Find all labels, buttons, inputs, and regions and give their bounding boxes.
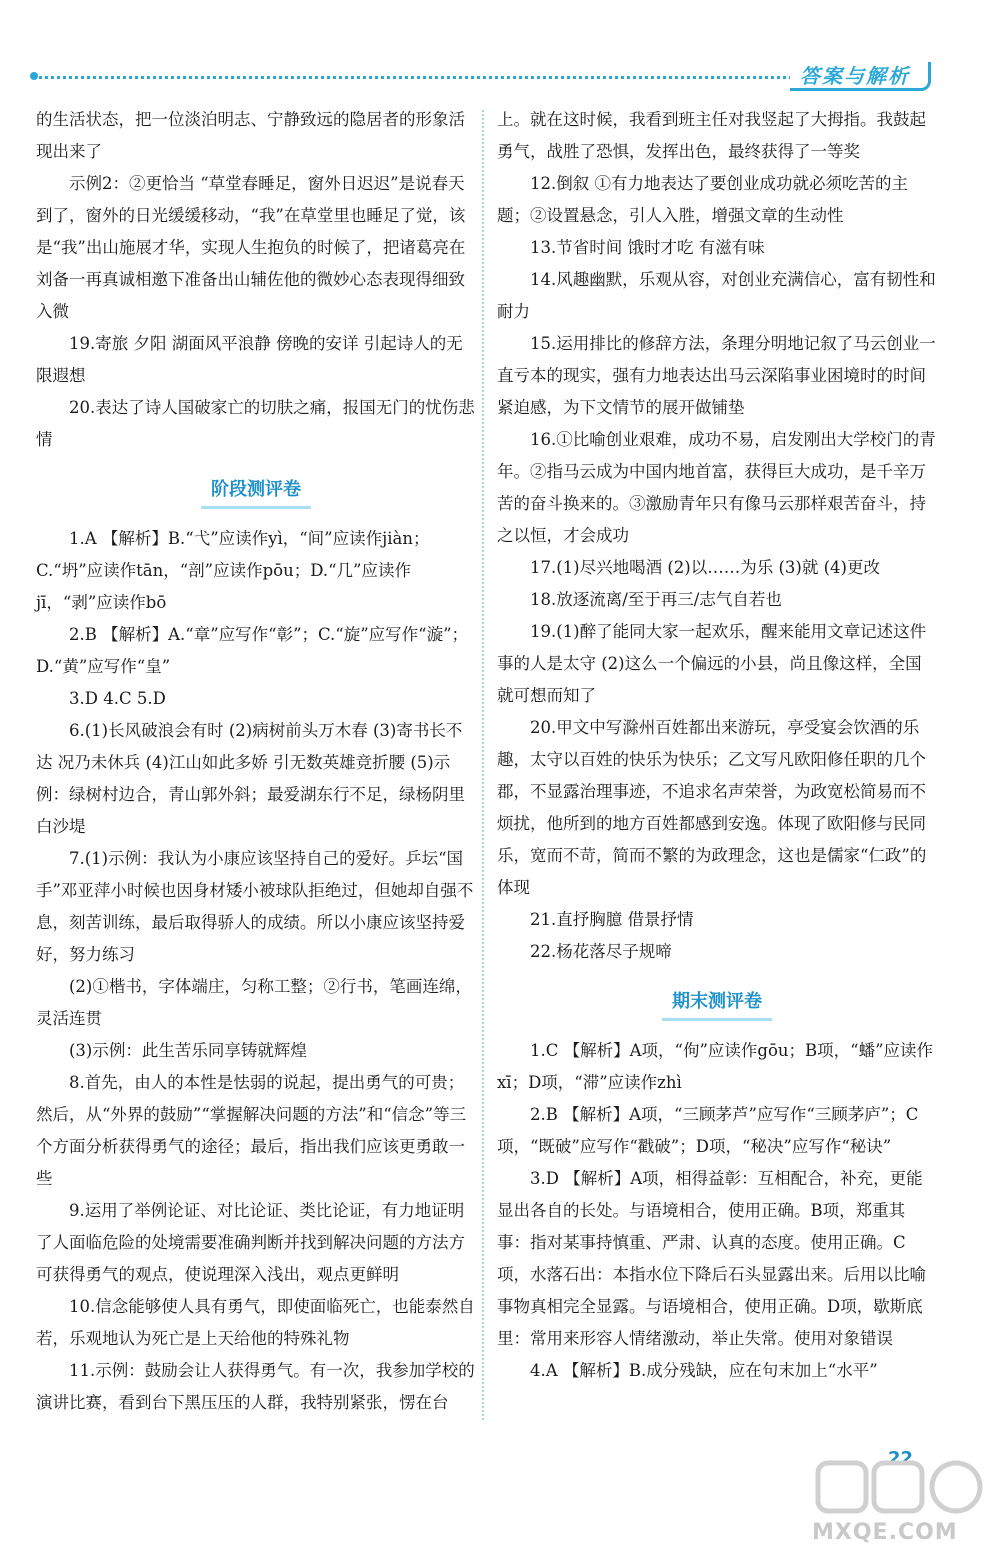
section-title-stage: [36, 474, 476, 509]
paragraph: 14.风趣幽默，乐观从容，对创业充满信心，富有韧性和耐力: [497, 270, 936, 321]
paragraph: 18.放逐流离/至于再三/志气自若也: [530, 590, 782, 609]
paragraph: 示例2：②更恰当 “草堂春睡足，窗外日迟迟”是说春天到了，窗外的日光缓缓移动，“我”在草堂里也睡足了觉，该是“我”出山施展才华，实现人生抱负的时候了，把诸葛亮在刘备一再真诚相邀下准备出山辅佐他的微妙心态表现得细致入微: [36, 174, 466, 321]
paragraph: 20.甲文中写滁州百姓都出来游玩，亭受宴会饮酒的乐趣，太守以百姓的快乐为快乐；乙文写凡欧阳修任职的几个郡，不显露治理事迹，不追求名声荣誉，为政宽松简易而不烦扰，他所到的地方百姓都感到安逸。体现了欧阳修与民同乐，宽而不苛，简而不繁的为政理念，这也是儒家“仁政”的体现: [497, 718, 927, 897]
section-title-text: 期末测评卷: [662, 986, 772, 1021]
right-column: [497, 104, 937, 1387]
paragraph: 21.直抒胸臆 借景抒情: [530, 910, 694, 929]
paragraph: 7.(1)示例：我认为小康应该坚持自己的爱好。乒坛“国手”邓亚萍小时候也因身材矮小被球队拒绝过，但她却自强不息，刻苦训练，最后取得骄人的成绩。所以小康应该坚持爱好，努力练习: [36, 849, 474, 964]
paragraph: 12.倒叙 ①有力地表达了要创业成功就必须吃苦的主题；②设置悬念，引人入胜，增强文章的生动性: [497, 174, 908, 225]
paragraph: 1.C 【解析】A项，“佝”应读作gōu；B项，“蟠”应读作xī；D项，“滞”应读作zhì: [497, 1041, 934, 1092]
paragraph: 8.首先，由人的本性是怯弱的说起，提出勇气的可贵；然后，从“外界的鼓励”“掌握解决问题的方法”和“信念”等三个方面分析获得勇气的途径；最后，指出我们应该更勇敢一些: [36, 1073, 467, 1188]
watermark-text: MXQE.COM: [812, 1520, 958, 1545]
paragraph: 22.杨花落尽子规啼: [530, 942, 672, 961]
paragraph: 15.运用排比的修辞方法，条理分明地记叙了马云创业一直亏本的现实，强有力地表达出马云深陷事业困境时的时间紧迫感，为下文情节的展开做铺垫: [497, 334, 936, 417]
paragraph: 6.(1)长风破浪会有时 (2)病树前头万木春 (3)寄书长不达 况乃未休兵 (4)江山如此多娇 引无数英雄竞折腰 (5)示例：绿树村边合，青山郭外斜；最爱湖东行不足，绿杨阴里白沙堤: [36, 721, 465, 836]
paragraph: 的生活状态，把一位淡泊明志、宁静致远的隐居者的形象活现出来了: [36, 110, 465, 161]
paragraph: 19.(1)醉了能同大家一起欢乐，醒来能用文章记述这件事的人是太守 (2)这么一个偏远的小县，尚且像这样，全国就可想而知了: [497, 622, 927, 705]
paragraph: 4.A 【解析】B.成分残缺，应在句末加上“水平”: [530, 1361, 878, 1380]
paragraph: 上。就在这时候，我看到班主任对我竖起了大拇指。我鼓起勇气，战胜了恐惧，发挥出色，最终获得了一等奖: [497, 110, 926, 161]
paragraph: 13.节省时间 饿时才吃 有滋有味: [530, 238, 765, 257]
paragraph: 16.①比喻创业艰难，成功不易，启发刚出大学校门的青年。②指马云成为中国内地首富，获得巨大成功，是千辛万苦的奋斗换来的。③激励青年只有像马云那样艰苦奋斗，持之以恒，才会成功: [497, 430, 936, 545]
page-number: 22: [888, 1448, 914, 1469]
paragraph: 17.(1)尽兴地喝酒 (2)以……为乐 (3)就 (4)更改: [530, 558, 880, 577]
paragraph: 10.信念能够使人具有勇气，即使面临死亡，也能泰然自若，乐观地认为死亡是上天给他的特殊礼物: [36, 1297, 475, 1348]
paragraph: 3.D 4.C 5.D: [69, 689, 166, 708]
header-title: 答案与解析: [800, 64, 910, 88]
paragraph: 19.寄旅 夕阳 湖面风平浪静 傍晚的安详 引起诗人的无限遐想: [36, 334, 463, 385]
paragraph: 20.表达了诗人国破家亡的切肤之痛，报国无门的忧伤悲情: [36, 398, 475, 449]
section-title-text: 阶段测评卷: [201, 474, 311, 509]
paragraph: 1.A 【解析】B.“弋”应读作yì，“间”应读作jiàn；C.“坍”应读作tān，“剖”应读作pōu；D.“几”应读作jī，“剥”应读作bō: [36, 529, 430, 612]
paragraph: 3.D 【解析】A项，相得益彰：互相配合，补充，更能显出各自的长处。与语境相合，使用正确。B项，郑重其事：指对某事持慎重、严肃、认真的态度。使用正确。C项，水落石出：本指水位下降后石头显露出来。后用以比喻事物真相完全显露。与语境相合，使用正确。D项，歇斯底里：常用来形容人情绪激动，举止失常。使用对象错误: [497, 1169, 926, 1348]
left-column: [36, 104, 476, 1419]
paragraph: (3)示例：此生苦乐同享铸就辉煌: [69, 1041, 307, 1060]
paragraph: 9.运用了举例论证、对比论证、类比论证，有力地证明了人面临危险的处境需要准确判断并找到解决问题的方法方可获得勇气的观点，使说理深入浅出，观点更鲜明: [36, 1201, 465, 1284]
header-divider: [32, 76, 792, 79]
paragraph: 2.B 【解析】A.“章”应写作“彰”；C.“旋”应写作“漩”；D.“黄”应写作“皇”: [36, 625, 469, 676]
section-title-final: [497, 986, 937, 1021]
paragraph: 2.B 【解析】A项，“三顾茅芦”应写作“三顾茅庐”；C项，“既破”应写作“戳破”；D项，“秘决”应写作“秘诀”: [497, 1105, 919, 1156]
paragraph: 11.示例：鼓励会让人获得勇气。有一次，我参加学校的演讲比赛，看到台下黑压压的人群，我特别紧张，愣在台: [36, 1361, 475, 1412]
paragraph: (2)①楷书，字体端庄，匀称工整；②行书，笔画连绵，灵活连贯: [36, 977, 472, 1028]
column-divider: [482, 110, 484, 1420]
